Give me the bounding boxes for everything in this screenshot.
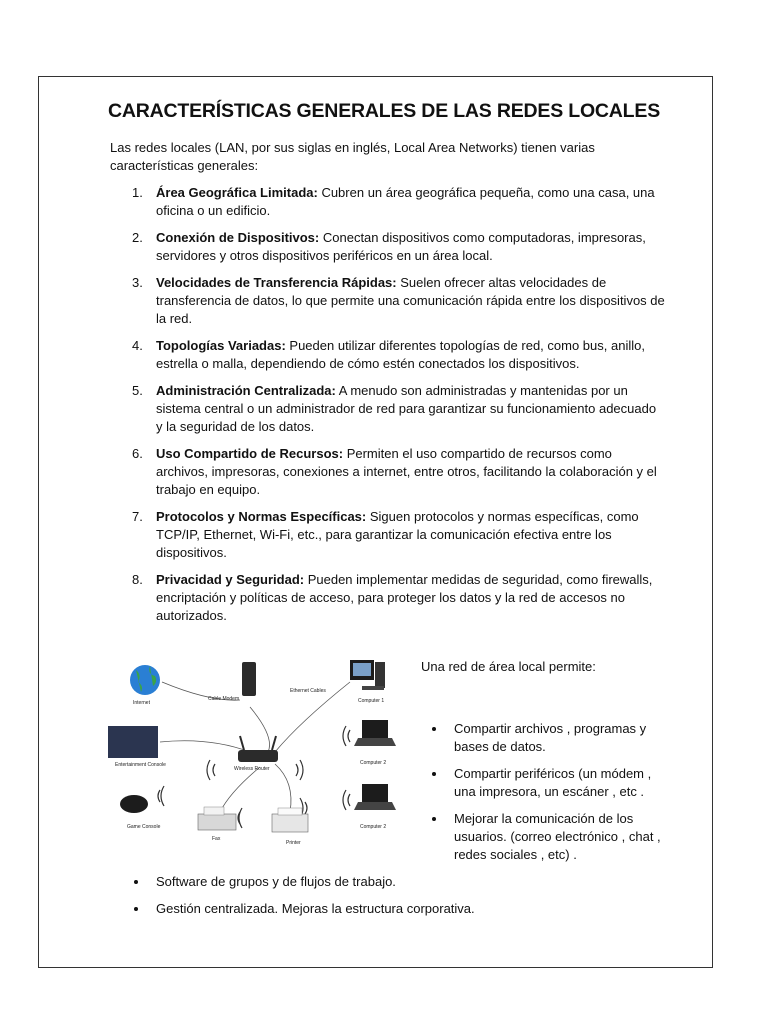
- entertainment-console-icon: [108, 726, 158, 758]
- list-item: 4. Topologías Variadas: Pueden utilizar diferentes topologías de red, como bus, anillo, estrella o malla, dependiendo de cómo estén conectados los dispositivos.: [132, 338, 645, 371]
- list-item: Mejorar la comunicación de los usuarios. (correo electrónico , chat , redes sociales , etc) .: [432, 810, 672, 864]
- wifi-signal-icon: [158, 726, 350, 828]
- list-item: 1. Área Geográfica Limitada: Cubren un área geográfica pequeña, como una casa, una oficina o un edificio.: [132, 185, 655, 218]
- desktop-computer-icon: [350, 660, 385, 690]
- extra-benefits-list: [134, 873, 654, 927]
- ethernet-cables: [160, 682, 350, 812]
- list-item: 3. Velocidades de Transferencia Rápidas: Suelen ofrecer altas velocidades de transferencia de datos, lo que permite una comunicación rápida entre los dispositivos de la red.: [132, 275, 665, 326]
- computer2-label: Computer 2: [360, 760, 387, 766]
- modem-icon: [242, 662, 256, 696]
- computer3-label: Computer 2: [360, 824, 387, 830]
- computer1-label: Computer 1: [358, 698, 385, 704]
- list-item: 6. Uso Compartido de Recursos: Permiten el uso compartido de recursos como archivos, impresoras, conexiones a internet, entre otros, facilitando la colaboración y el trabajo en equipo.: [132, 446, 657, 497]
- list-item: Compartir archivos , programas y bases de datos.: [432, 720, 672, 756]
- printer-label: Printer: [286, 840, 301, 846]
- list-item: 5. Administración Centralizada: A menudo son administradas y mantenidas por un sistema central o un administrador de red para garantizar su funcionamiento adecuado y la seguridad de los datos.: [132, 383, 657, 434]
- list-item: Software de grupos y de flujos de trabajo.: [134, 873, 654, 891]
- modem-label: Cable Modem: [208, 696, 240, 702]
- cables-label: Ethernet Cables: [290, 688, 326, 694]
- entertainment-label: Entertainment Console: [115, 762, 166, 768]
- router-label: Wireless Router: [234, 766, 270, 772]
- game-label: Game Console: [127, 824, 161, 830]
- characteristics-list: [110, 184, 665, 634]
- globe-icon: [130, 665, 160, 695]
- intro-paragraph: Las redes locales (LAN, por sus siglas en inglés, Local Area Networks) tienen varias características generales:: [110, 140, 595, 173]
- list-item: Gestión centralizada. Mejoras la estructura corporativa.: [134, 900, 654, 918]
- game-controller-icon: [120, 795, 148, 813]
- list-item: 2. Conexión de Dispositivos: Conectan dispositivos como computadoras, impresoras, servidores y otros dispositivos periféricos en un área local.: [132, 230, 646, 263]
- benefits-list: [432, 720, 672, 873]
- fax-label: Fax: [212, 836, 221, 842]
- lan-diagram: [100, 652, 410, 852]
- side-heading: Una red de área local permite:: [421, 659, 596, 674]
- internet-label: Internet: [133, 700, 150, 706]
- list-item: Compartir periféricos (un módem , una impresora, un escáner , etc .: [432, 765, 672, 801]
- laptop-icon: [354, 720, 396, 746]
- fax-icon: [198, 807, 236, 830]
- list-item: 7. Protocolos y Normas Específicas: Siguen protocolos y normas específicas, como TCP/IP, Ethernet, Wi-Fi, etc., para garantizar la comunicación efectiva entre los dispositivos.: [132, 509, 639, 560]
- page-title: CARACTERÍSTICAS GENERALES DE LAS REDES LOCALES: [107, 100, 660, 122]
- laptop-icon: [354, 784, 396, 810]
- list-item: 8. Privacidad y Seguridad: Pueden implementar medidas de seguridad, como firewalls, encriptación y políticas de acceso, para proteger los datos y la red de accesos no autorizados.: [132, 572, 653, 623]
- wireless-router-icon: [238, 736, 278, 762]
